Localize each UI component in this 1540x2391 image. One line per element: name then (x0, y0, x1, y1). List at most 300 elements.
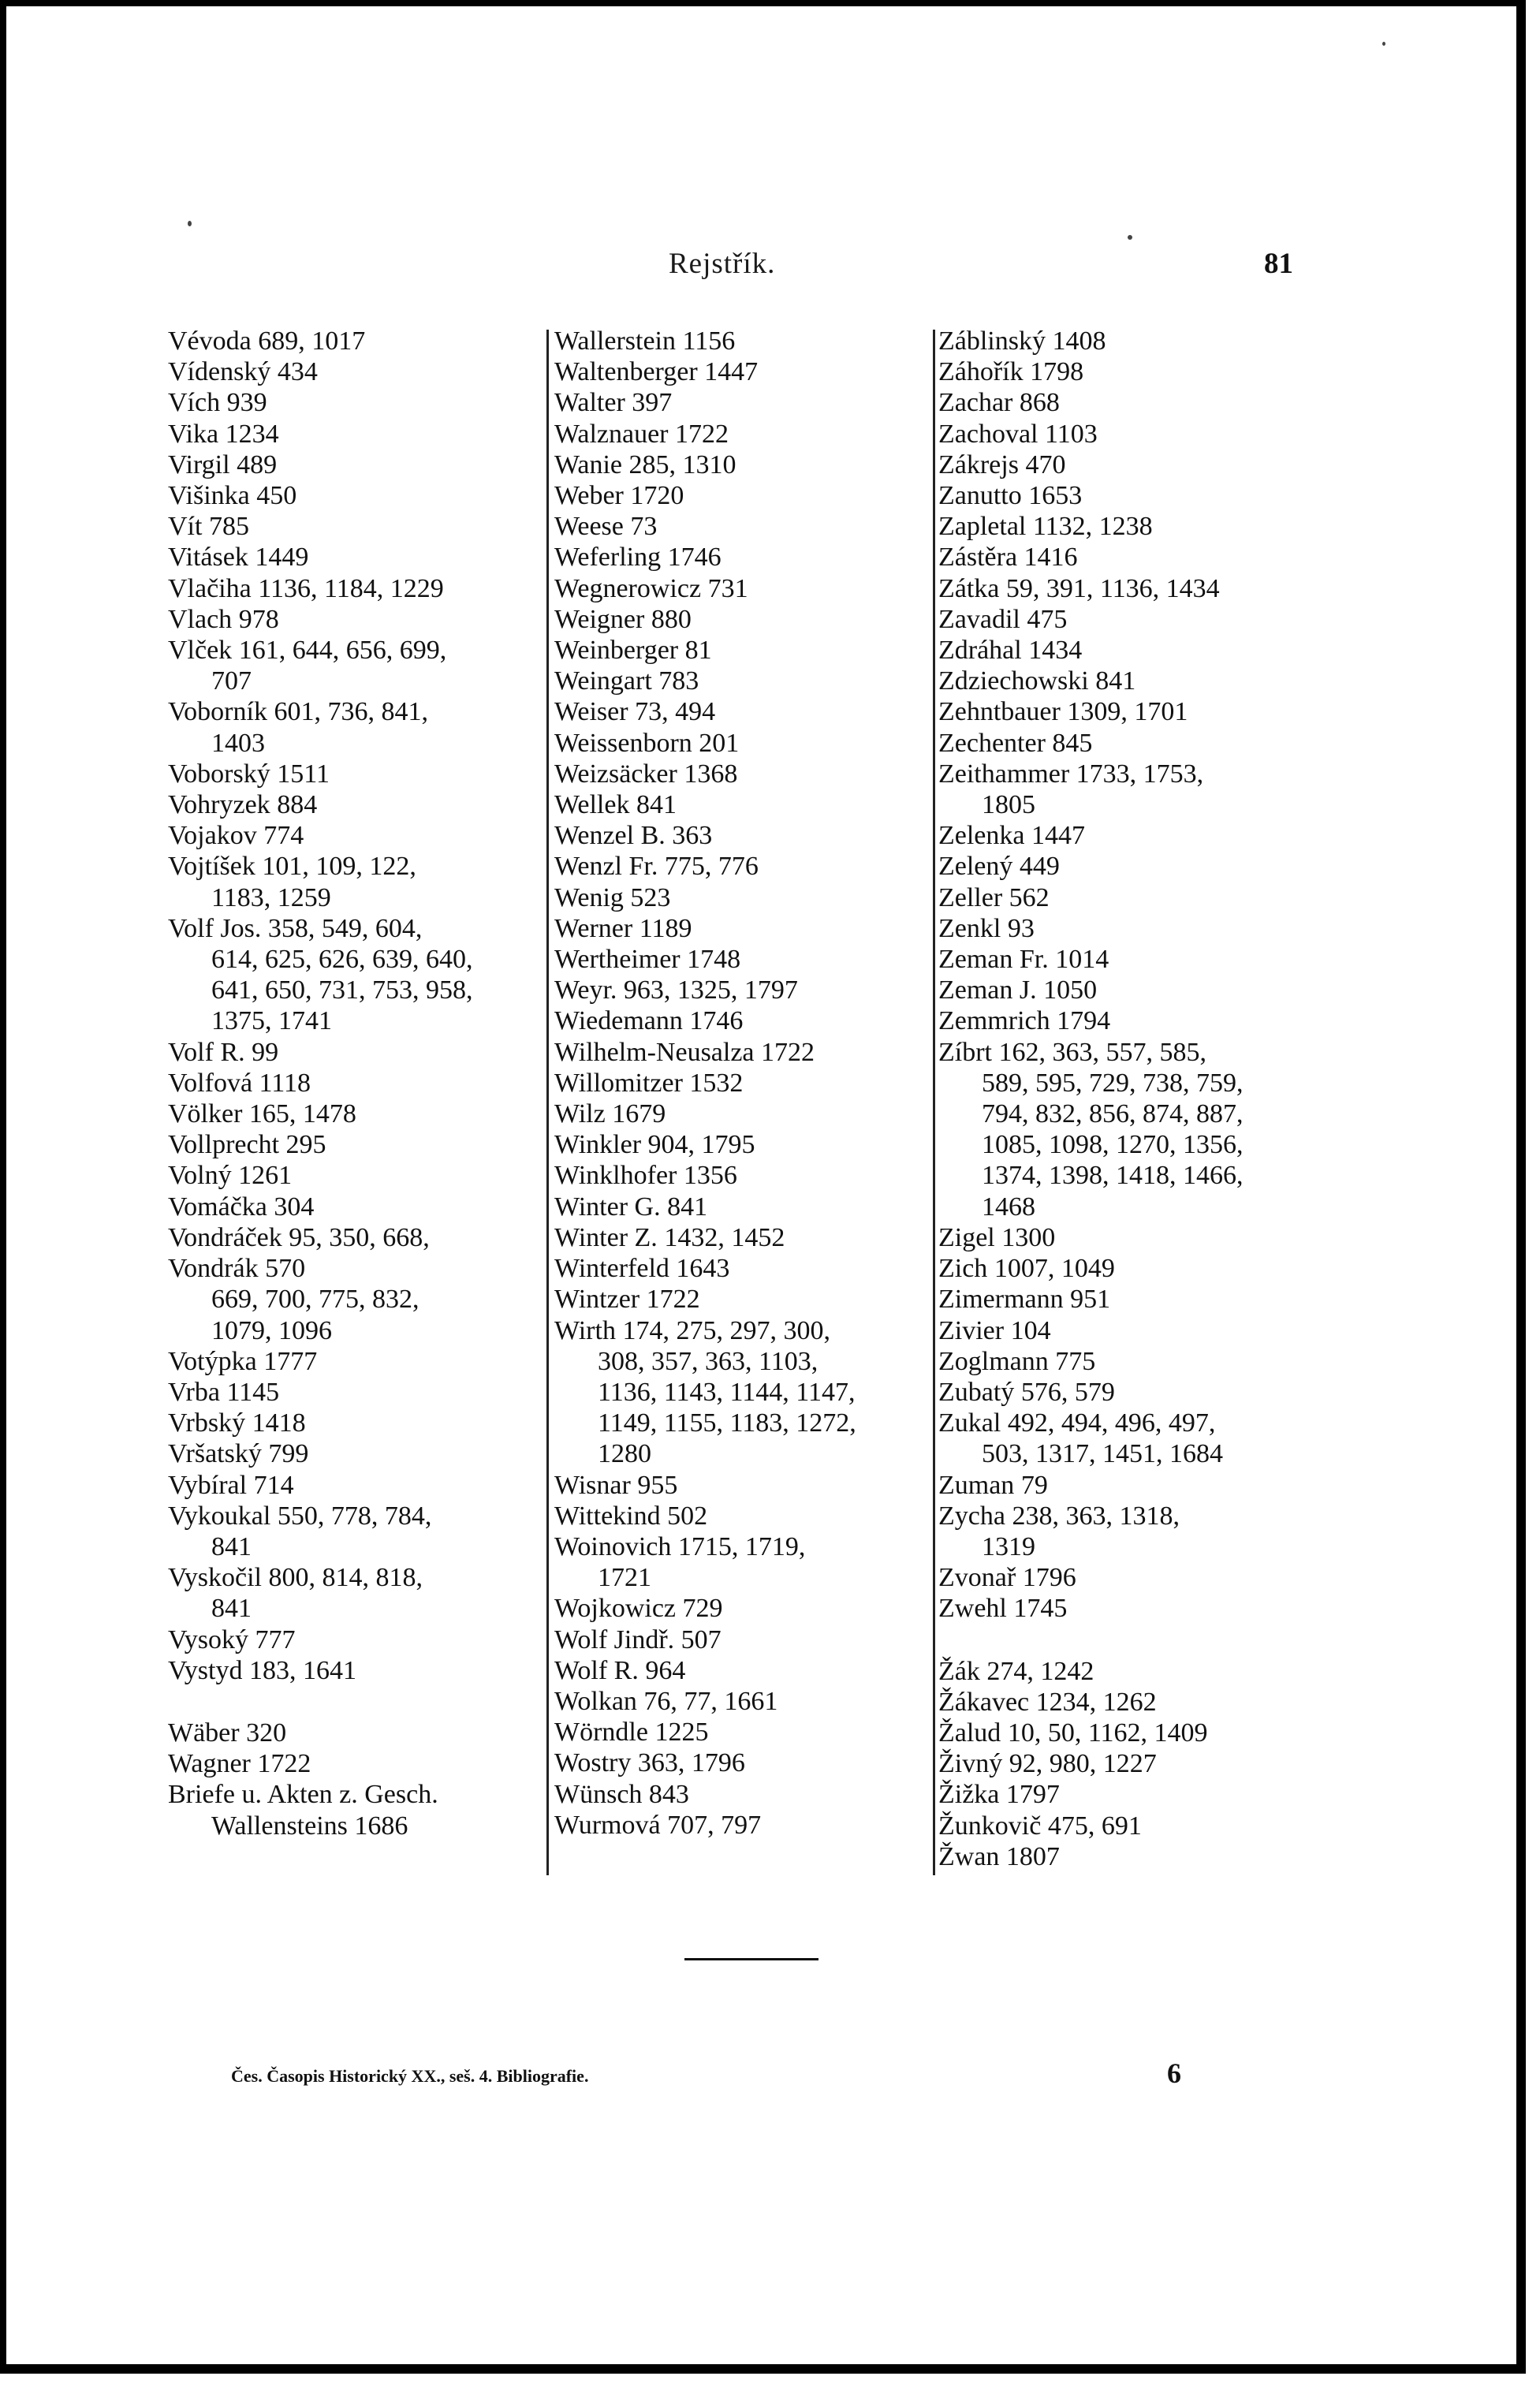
entry-pages: 1807 (1005, 1841, 1060, 1871)
entry-name: Vohryzek (168, 790, 270, 820)
entry-continuation: 1403 (211, 728, 265, 758)
entry-pages: 868 (1019, 388, 1060, 418)
entry-pages: 1368 (684, 759, 738, 789)
entry-name: Vomáčka (168, 1192, 267, 1222)
entry-continuation: 1280 (598, 1439, 651, 1469)
entry-name: Vystyd (168, 1655, 243, 1685)
entry-name: Zapletal (938, 512, 1027, 542)
entry-name: Zwehl (938, 1594, 1007, 1624)
index-entry (168, 820, 546, 851)
entry-pages: 165, 1478 (248, 1099, 356, 1129)
entry-pages: 1014 (1055, 945, 1109, 975)
entry-pages: 1189 (639, 913, 692, 943)
index-entry (554, 419, 933, 449)
entry-name: Winklhofer (554, 1161, 677, 1191)
entry-name: Zeman J. (938, 975, 1037, 1005)
entry-name: Wertheimer (554, 945, 681, 975)
entry-pages: 92, 980, 1227 (1009, 1749, 1157, 1779)
entry-name: Vršatský (168, 1439, 262, 1469)
entry-continuation: 589, 595, 729, 738, 759, (982, 1068, 1244, 1098)
entry-name: Zavadil (938, 604, 1020, 634)
index-entry (554, 1160, 933, 1191)
index-column-3 (938, 326, 1348, 1872)
entry-name: Weissenborn (554, 728, 692, 758)
entry-name: Weinberger (554, 636, 679, 666)
entry-pages: 884 (277, 790, 318, 820)
entry-pages: 576, 579 (1020, 1377, 1115, 1407)
index-entry (938, 1037, 1348, 1222)
index-entry (554, 975, 933, 1005)
index-column-2 (554, 326, 933, 1841)
index-entry (554, 1129, 933, 1160)
index-entry (554, 1470, 933, 1501)
entry-name: Weiser (554, 697, 628, 727)
entry-name: Vykoukal (168, 1501, 271, 1531)
index-entry (168, 1129, 546, 1160)
entry-pages: 775, 776 (664, 852, 759, 882)
entry-continuation: 841 (211, 1594, 252, 1624)
index-entry (938, 1562, 1348, 1593)
index-entry (168, 1346, 546, 1377)
index-entry (168, 387, 546, 418)
entry-name: Walznauer (554, 419, 669, 449)
entry-name: Zich (938, 1254, 988, 1284)
entry-pages: 1309, 1701 (1067, 697, 1188, 727)
index-entry (554, 1068, 933, 1099)
entry-name: Weizsäcker (554, 759, 677, 789)
index-entry (168, 480, 546, 511)
entry-pages: 95, 350, 668, (289, 1222, 430, 1252)
entry-name: Vysoký (168, 1624, 249, 1654)
entry-pages: 729 (682, 1594, 723, 1624)
index-entry (938, 1253, 1348, 1284)
entry-pages: 502 (667, 1501, 708, 1531)
index-entry (938, 1811, 1348, 1841)
index-entry (938, 419, 1348, 449)
entry-name: Zubatý (938, 1377, 1015, 1407)
entry-pages: 964 (645, 1655, 686, 1685)
entry-pages: 449 (1019, 852, 1060, 882)
entry-name: Vích (168, 388, 221, 418)
entry-name: Vojtíšek (168, 852, 255, 882)
index-entry (168, 542, 546, 573)
entry-continuation: 1721 (598, 1563, 651, 1593)
index-entry (168, 1037, 546, 1068)
index-entry (938, 1779, 1348, 1810)
entry-name: Winter Z. (554, 1222, 658, 1252)
index-entry (168, 511, 546, 542)
entry-continuation: 1183, 1259 (211, 882, 331, 912)
entry-pages: 783 (658, 666, 699, 696)
entry-pages: 1447 (1031, 821, 1085, 851)
entry-pages: 841 (1095, 666, 1136, 696)
entry-pages: 1794 (1057, 1006, 1111, 1036)
index-entry (938, 696, 1348, 727)
index-entry (938, 573, 1348, 604)
entry-pages: 841 (636, 790, 677, 820)
entry-pages: 434 (277, 357, 318, 387)
entry-name: Zuman (938, 1470, 1015, 1500)
index-entry (554, 356, 933, 387)
index-entry (554, 1037, 933, 1068)
entry-pages: 523 (630, 882, 671, 912)
entry-name: Zachoval (938, 419, 1038, 449)
entry-name: Zástěra (938, 543, 1018, 573)
entry-pages: 978 (238, 604, 279, 634)
page-sheet (6, 6, 1516, 2364)
footer-citation: Čes. Časopis Historický XX., seš. 4. Bibliografie. (231, 2066, 589, 2086)
entry-pages: 1449 (255, 543, 309, 573)
entry-pages: 1796 (1022, 1563, 1076, 1593)
entry-pages: 1432, 1452 (664, 1222, 785, 1252)
entry-name: Zechenter (938, 728, 1046, 758)
index-entry (938, 1718, 1348, 1748)
index-entry (168, 326, 546, 356)
speck-dot (1382, 42, 1385, 46)
index-entry (938, 542, 1348, 573)
index-entry (554, 1005, 933, 1036)
index-entry (554, 1686, 933, 1717)
entry-pages: 800, 814, 818, (268, 1563, 423, 1593)
entry-pages: 101, 109, 122, (262, 852, 416, 882)
entry-name: Weingart (554, 666, 652, 696)
index-entry (168, 1624, 546, 1655)
entry-pages: 1261 (238, 1161, 293, 1191)
entry-pages: 731 (707, 573, 748, 603)
index-entry (938, 326, 1348, 356)
entry-name: Wegnerowicz (554, 573, 702, 603)
entry-name: Wenzl Fr. (554, 852, 658, 882)
index-entry (168, 1718, 546, 1748)
index-entry (938, 449, 1348, 480)
entry-name: Zelenka (938, 821, 1025, 851)
entry-name: Wirth (554, 1315, 616, 1345)
entry-pages: 689, 1017 (258, 326, 366, 356)
entry-name: Višinka (168, 481, 250, 511)
entry-pages: 774 (263, 821, 304, 851)
index-entry (168, 1748, 546, 1779)
entry-pages: 1300 (1001, 1222, 1056, 1252)
entry-name: Waltenberger (554, 357, 698, 387)
index-entry (168, 1501, 546, 1562)
entry-continuation: 841 (211, 1531, 252, 1561)
entry-pages: 492, 494, 496, 497, (1007, 1408, 1216, 1438)
index-entry (554, 820, 933, 851)
entry-name: Wojkowicz (554, 1594, 676, 1624)
index-entry (554, 604, 933, 635)
entry-continuation: 1319 (982, 1531, 1035, 1561)
entry-pages: 320 (246, 1718, 287, 1748)
entry-pages: 285, 1310 (628, 449, 736, 479)
entry-name: Zvonař (938, 1563, 1016, 1593)
index-entry (938, 1470, 1348, 1501)
entry-continuation: 794, 832, 856, 874, 887, (982, 1099, 1244, 1129)
entry-name: Weber (554, 481, 624, 511)
entry-name: Zimermann (938, 1285, 1064, 1315)
entry-pages: 1746 (689, 1006, 744, 1036)
entry-pages: 799 (268, 1439, 309, 1469)
index-entry (938, 635, 1348, 666)
index-entry (168, 759, 546, 789)
entry-name: Weigner (554, 604, 645, 634)
index-entry (554, 1717, 933, 1748)
entry-continuation: 614, 625, 626, 639, 640, (211, 945, 473, 975)
signature-mark: 6 (1167, 2057, 1181, 2089)
index-entry (938, 820, 1348, 851)
entry-name: Vlach (168, 604, 233, 634)
entry-name: Zeithammer (938, 759, 1070, 789)
entry-name: Winterfeld (554, 1254, 669, 1284)
entry-pages: 93 (1007, 913, 1035, 943)
entry-name: Vika (168, 419, 219, 449)
entry-name: Žwan (938, 1841, 1000, 1871)
entry-name: Volf Jos. (168, 913, 262, 943)
entry-pages: 1156 (682, 326, 736, 356)
entry-name: Zíbrt (938, 1037, 992, 1067)
entry-pages: 470 (1025, 449, 1066, 479)
entry-name: Wolf Jindř. (554, 1624, 675, 1654)
entry-pages: 475 (1027, 604, 1068, 634)
column-divider-2 (933, 330, 935, 1875)
index-entry (168, 1222, 546, 1253)
entry-pages: 1733, 1753, (1076, 759, 1204, 789)
entry-pages: 363 (672, 821, 713, 851)
entry-pages: 1722 (761, 1037, 815, 1067)
index-entry (168, 635, 546, 696)
index-entry (938, 1315, 1348, 1346)
entry-name: Zdziechowski (938, 666, 1089, 696)
index-entry (554, 882, 933, 913)
entry-name: Vídenský (168, 357, 271, 387)
entry-name: Vít (168, 512, 203, 542)
index-entry (168, 1160, 546, 1191)
entry-pages: 99 (252, 1037, 279, 1067)
index-entry (168, 449, 546, 480)
entry-pages: 81 (684, 636, 712, 666)
index-entry (938, 944, 1348, 975)
entry-name: Wagner (168, 1749, 251, 1779)
entry-pages: 1050 (1043, 975, 1098, 1005)
entry-name: Wittekind (554, 1501, 661, 1531)
entry-name: Vyskočil (168, 1563, 262, 1593)
entry-name: Wostry (554, 1748, 632, 1778)
index-entry (168, 419, 546, 449)
index-entry (168, 1470, 546, 1501)
entry-name: Wilhelm-Neusalza (554, 1037, 755, 1067)
entry-continuation: 308, 357, 363, 1103, (598, 1346, 818, 1376)
entry-continuation: 503, 1317, 1451, 1684 (982, 1439, 1223, 1469)
index-entry (554, 759, 933, 789)
entry-name: Vollprecht (168, 1130, 280, 1160)
entry-pages: 570 (265, 1254, 306, 1284)
index-entry (554, 1192, 933, 1222)
index-entry (168, 1438, 546, 1469)
entry-name: Wolkan (554, 1686, 637, 1716)
index-entry (554, 1099, 933, 1129)
entry-name: Wenzel B. (554, 821, 666, 851)
entry-name: Zenkl (938, 913, 1001, 943)
entry-pages: 1722 (646, 1285, 700, 1315)
entry-pages: 1418 (252, 1408, 306, 1438)
entry-name: Žalud (938, 1718, 1001, 1748)
index-entry (938, 666, 1348, 696)
entry-pages: 955 (637, 1470, 678, 1500)
index-entry (554, 480, 933, 511)
index-entry (554, 542, 933, 573)
entry-name: Zátka (938, 573, 1000, 603)
entry-name: Zukal (938, 1408, 1001, 1438)
entry-pages: 562 (1009, 882, 1050, 912)
entry-name: Zemmrich (938, 1006, 1050, 1036)
entry-name: Weyr. (554, 975, 617, 1005)
entry-continuation: 1079, 1096 (211, 1315, 332, 1345)
entry-pages: 1653 (1028, 481, 1083, 511)
index-entry (554, 449, 933, 480)
entry-name: Zeller (938, 882, 1003, 912)
index-entry (938, 1284, 1348, 1315)
entry-name: Záhořík (938, 357, 1024, 387)
entry-name: Zanutto (938, 481, 1022, 511)
index-entry (168, 604, 546, 635)
entry-name: Werner (554, 913, 633, 943)
entry-pages: 1722 (675, 419, 729, 449)
entry-pages: 104 (1010, 1315, 1051, 1345)
index-entry (554, 789, 933, 820)
index-entry (554, 728, 933, 759)
index-entry (168, 1779, 546, 1841)
index-entry (938, 1222, 1348, 1253)
entry-name: Zachar (938, 388, 1013, 418)
entry-pages: 1408 (1052, 326, 1106, 356)
entry-name: Walter (554, 388, 625, 418)
entry-pages: 1136, 1184, 1229 (258, 573, 444, 603)
index-entry (938, 1346, 1348, 1377)
entry-name: Wörndle (554, 1718, 648, 1748)
index-entry (938, 1687, 1348, 1718)
index-entry (554, 1655, 933, 1686)
index-entry (554, 944, 933, 975)
entry-pages: 845 (1052, 728, 1093, 758)
index-entry (938, 759, 1348, 820)
index-entry (938, 851, 1348, 882)
entry-name: Vondrák (168, 1254, 259, 1284)
entry-pages: 904, 1795 (647, 1130, 755, 1160)
index-entry (554, 1253, 933, 1284)
entry-name: Žákavec (938, 1687, 1030, 1717)
entry-pages: 785 (208, 512, 249, 542)
index-entry (938, 1408, 1348, 1469)
entry-pages: 174, 275, 297, 300, (622, 1315, 830, 1345)
index-entry (554, 326, 933, 356)
entry-name: Volfová (168, 1068, 253, 1098)
entry-pages: 714 (253, 1470, 294, 1500)
entry-continuation: 1149, 1155, 1183, 1272, (598, 1408, 856, 1438)
entry-pages: 1797 (1005, 1780, 1060, 1810)
entry-pages: 777 (255, 1624, 296, 1654)
entry-name: Žižka (938, 1780, 1000, 1810)
entry-pages: 304 (274, 1192, 315, 1222)
entry-pages: 1356 (683, 1161, 737, 1191)
entry-name: Vrba (168, 1377, 220, 1407)
entry-name: Wurmová (554, 1810, 661, 1840)
entry-name: Vlček (168, 636, 233, 666)
entry-pages: 1434 (1028, 636, 1083, 666)
index-entry (168, 356, 546, 387)
entry-name: Vitásek (168, 543, 248, 573)
entry-continuation: 1468 (982, 1192, 1035, 1222)
entry-name: Wäber (168, 1718, 240, 1748)
entry-name: Žunkovič (938, 1811, 1042, 1841)
column-divider-1 (546, 330, 549, 1875)
entry-pages: 450 (256, 481, 297, 511)
index-entry (938, 1377, 1348, 1408)
entry-pages: 1745 (1013, 1594, 1068, 1624)
entry-pages: 73, 494 (635, 697, 716, 727)
index-entry (938, 1841, 1348, 1872)
entry-pages: 201 (699, 728, 740, 758)
entry-name: Voborník (168, 697, 267, 727)
index-entry (168, 1068, 546, 1099)
index-entry (938, 913, 1348, 944)
index-entry (168, 913, 546, 1037)
index-entry (168, 1655, 546, 1686)
entry-pages: 507 (681, 1624, 722, 1654)
entry-continuation: 1085, 1098, 1270, 1356, (982, 1130, 1244, 1160)
index-entry (554, 851, 933, 882)
index-entry (554, 696, 933, 727)
entry-pages: 79 (1020, 1470, 1048, 1500)
entry-pages: 1007, 1049 (994, 1254, 1115, 1284)
entry-pages: 489 (237, 449, 278, 479)
entry-name: Wilz (554, 1099, 606, 1129)
entry-continuation: 641, 650, 731, 753, 958, (211, 975, 473, 1005)
index-entry (938, 511, 1348, 542)
index-entry (554, 511, 933, 542)
entry-name: Wisnar (554, 1470, 631, 1500)
entry-name: Wolf R. (554, 1655, 639, 1685)
entry-name: Zivier (938, 1315, 1005, 1345)
index-entry (938, 728, 1348, 759)
entry-pages: 1118 (259, 1068, 311, 1098)
index-entry (168, 851, 546, 912)
entry-pages: 73 (630, 512, 658, 542)
entry-pages: 1798 (1030, 357, 1084, 387)
entry-name: Zigel (938, 1222, 995, 1252)
speck-dot (1128, 235, 1132, 240)
index-entry (554, 1593, 933, 1624)
entry-name: Voborský (168, 759, 270, 789)
index-entry (554, 913, 933, 944)
index-entry (938, 882, 1348, 913)
entry-name: Willomitzer (554, 1068, 683, 1098)
entry-pages: 363, 1796 (637, 1748, 745, 1778)
entry-continuation: 1136, 1143, 1144, 1147, (598, 1377, 856, 1407)
index-entry (168, 1253, 546, 1346)
entry-name: Žák (938, 1656, 980, 1686)
index-entry (554, 666, 933, 696)
index-entry (938, 1005, 1348, 1036)
entry-name: Vybíral (168, 1470, 248, 1500)
entry-name: Vévoda (168, 326, 252, 356)
entry-name: Virgil (168, 449, 230, 479)
entry-pages: 76, 77, 1661 (643, 1686, 778, 1716)
entry-pages: 183, 1641 (248, 1655, 356, 1685)
entry-pages: 1748 (687, 945, 741, 975)
entry-pages: 1722 (257, 1749, 311, 1779)
entry-pages: 59, 391, 1136, 1434 (1005, 573, 1220, 603)
entry-pages: 274, 1242 (986, 1656, 1094, 1686)
entry-name: Vlačiha (168, 573, 252, 603)
